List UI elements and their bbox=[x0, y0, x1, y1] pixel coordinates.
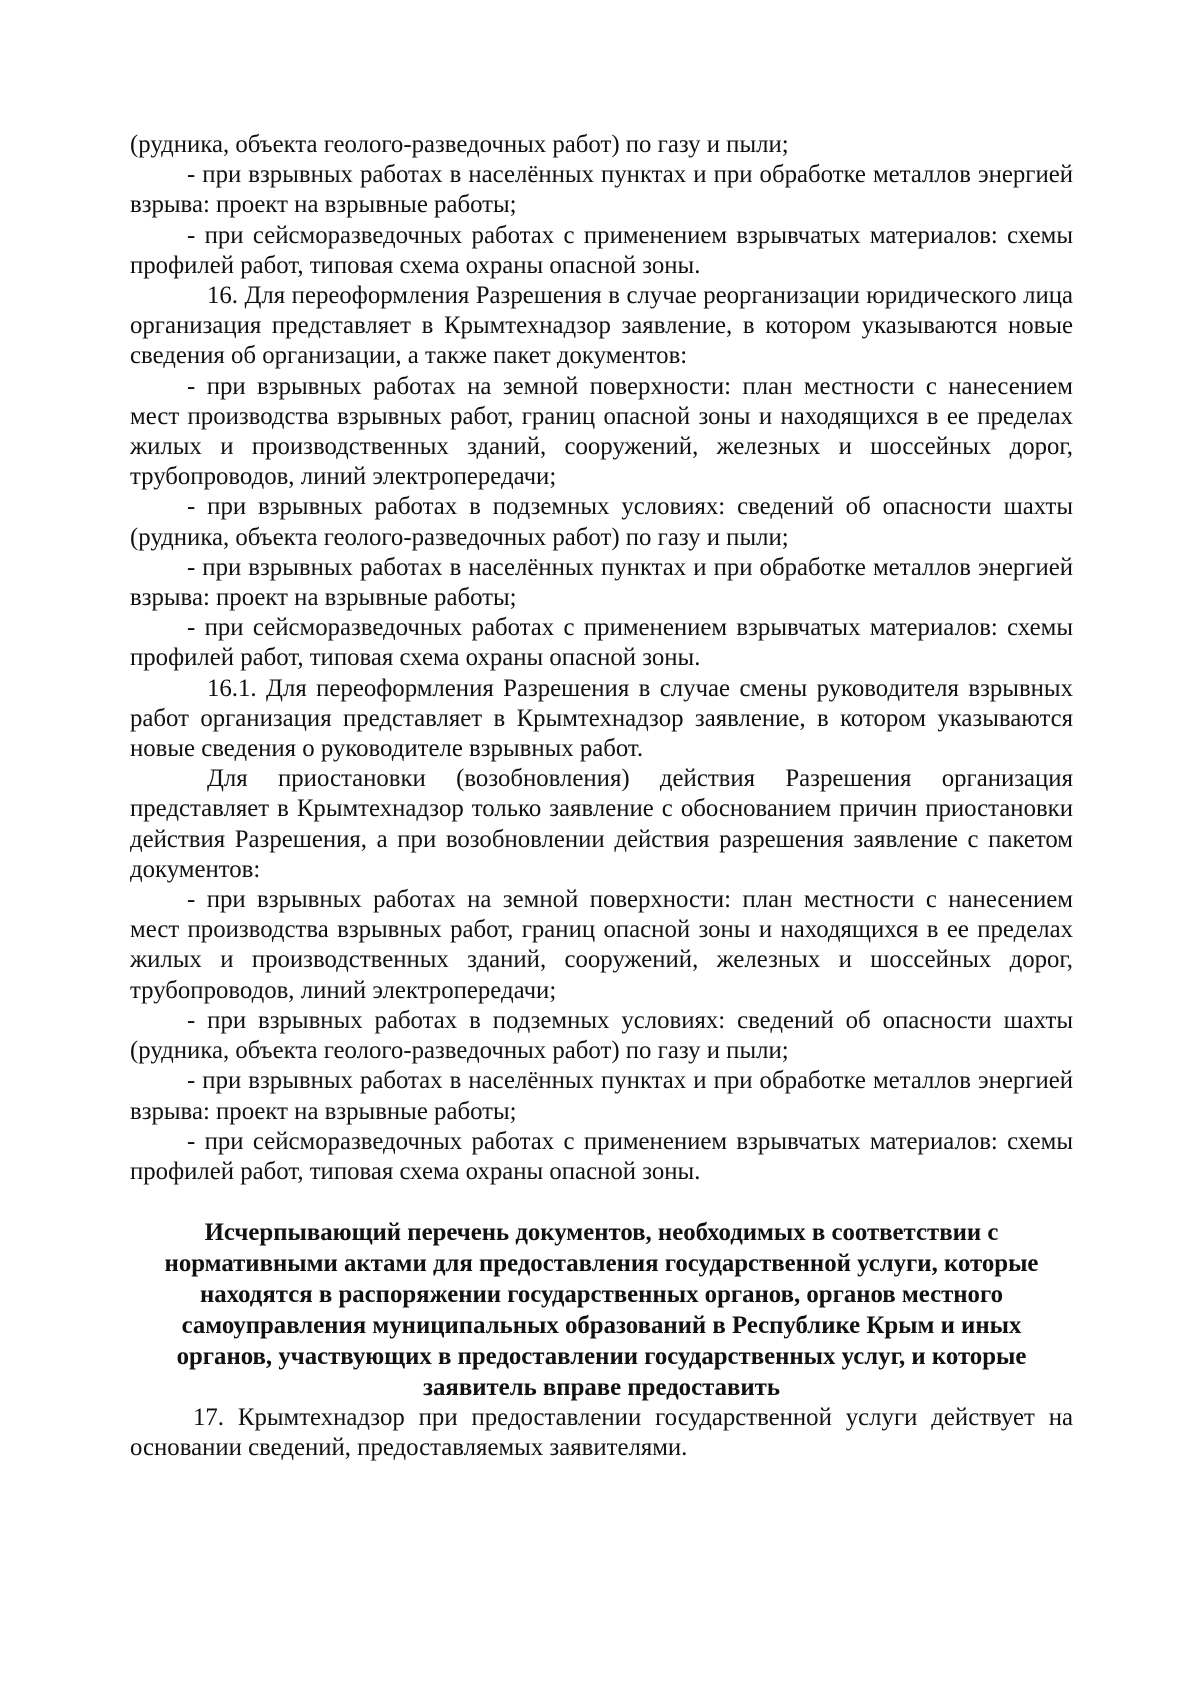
section-spacer bbox=[130, 1187, 1073, 1217]
paragraph: 16.1. Для переоформления Разрешения в случае смены руководителя взрывных работ организация представляет в Крымтехнадзор заявление, в котором указываются новые сведения о руководителе взрывных работ. bbox=[130, 674, 1073, 763]
paragraph: - при взрывных работах в населённых пунктах и при обработке металлов энергией взрыва: проект на взрывные работы; bbox=[130, 1067, 1073, 1125]
paragraph: - при взрывных работах в подземных условиях: сведений об опасности шахты (рудника, объекта геолого-разведочных работ) по газу и пыли; bbox=[130, 493, 1073, 551]
paragraph: - при сейсморазведочных работах с применением взрывчатых материалов: схемы профилей работ, типовая схема охраны опасной зоны. bbox=[130, 221, 1073, 279]
paragraph: - при взрывных работах на земной поверхности: план местности с нанесением мест производства взрывных работ, границ опасной зоны и находящихся в ее пределах жилых и производственных зданий, сооружений, железных и шоссейных дорог, трубопроводов, линий электропередачи; bbox=[130, 886, 1073, 1004]
document-page bbox=[130, 130, 1073, 1464]
paragraph: - при взрывных работах в населённых пунктах и при обработке металлов энергией взрыва: проект на взрывные работы; bbox=[130, 553, 1073, 612]
paragraph: - при сейсморазведочных работах с применением взрывчатых материалов: схемы профилей работ, типовая схема охраны опасной зоны. bbox=[130, 1127, 1073, 1185]
paragraph: 17. Крымтехнадзор при предоставлении государственной услуги действует на основании сведений, предоставляемых заявителями. bbox=[130, 1404, 1073, 1462]
paragraph: - при взрывных работах на земной поверхности: план местности с нанесением мест производства взрывных работ, границ опасной зоны и находящихся в ее пределах жилых и производственных зданий, сооружений, железных и шоссейных дорог, трубопроводов, линий электропередачи; bbox=[130, 372, 1073, 491]
paragraph: (рудника, объекта геолого-разведочных работ) по газу и пыли; bbox=[130, 131, 789, 158]
paragraph: - при сейсморазведочных работах с применением взрывчатых материалов: схемы профилей работ, типовая схема охраны опасной зоны. bbox=[130, 614, 1073, 672]
paragraph: 16. Для переоформления Разрешения в случае реорганизации юридического лица организация представляет в Крымтехнадзор заявление, в котором указываются новые сведения об организации, а также пакет документов: bbox=[130, 282, 1073, 370]
paragraph: - при взрывных работах в подземных условиях: сведений об опасности шахты (рудника, объекта геолого-разведочных работ) по газу и пыли; bbox=[130, 1006, 1073, 1065]
section-heading: Исчерпывающий перечень документов, необходимых в соответствии с нормативными актами для предоставления государственной услуги, которые находятся в распоряжении государственных органов, органов местного самоуправления муниципальных образований в Республике Крым и иных органов, участвующих в предоставлении государственных услуг, и которые заявитель вправе предоставить bbox=[164, 1219, 1039, 1402]
paragraph: - при взрывных работах в населённых пунктах и при обработке металлов энергией взрыва: проект на взрывные работы; bbox=[130, 161, 1073, 219]
paragraph: Для приостановки (возобновления) действия Разрешения организация представляет в Крымтехнадзор только заявление с обоснованием причин приостановки действия Разрешения, а при возобновлении действия разрешения заявление с пакетом документов: bbox=[130, 765, 1073, 883]
